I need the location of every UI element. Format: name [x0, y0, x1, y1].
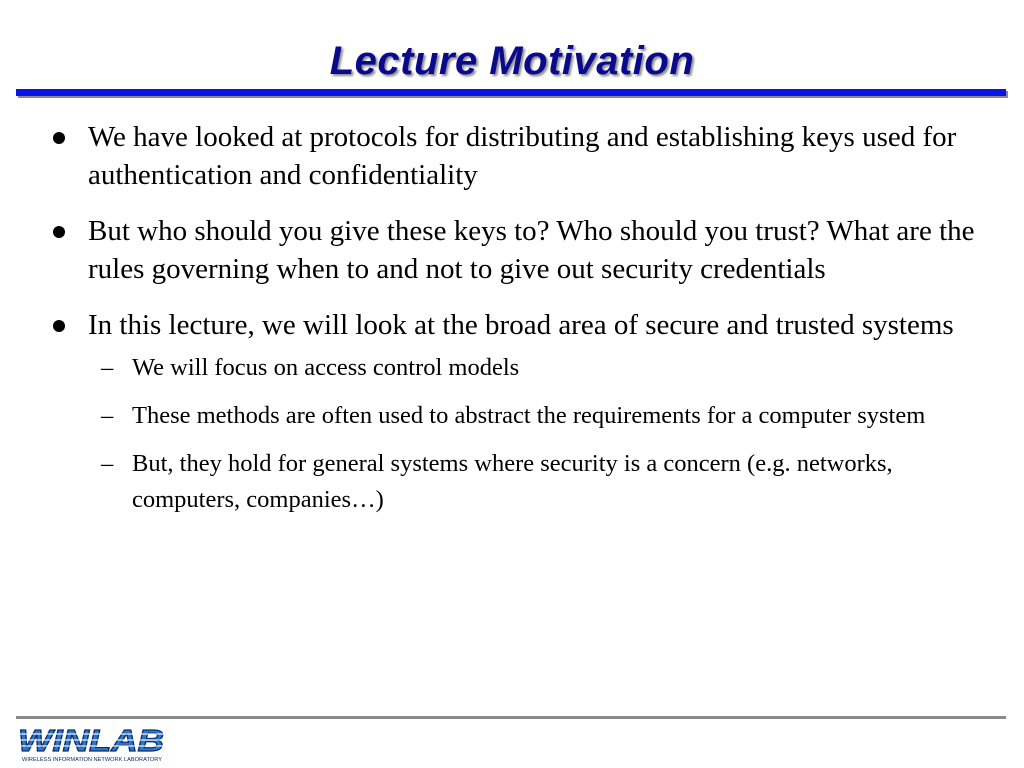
sub-bullet-item: [50, 350, 990, 386]
sub-bullet-text: We will focus on access control models: [132, 354, 520, 381]
sub-bullet-item: [50, 446, 990, 518]
title-divider: [16, 89, 1006, 96]
sub-bullet-item: [50, 398, 990, 434]
dash-icon: –: [101, 402, 114, 429]
logo-wordmark: WINLAB: [18, 723, 164, 758]
bullet-dot-icon: [53, 132, 65, 144]
bullet-dot-icon: [53, 320, 65, 332]
slide-title: Lecture Motivation: [329, 39, 695, 83]
dash-icon: –: [101, 354, 114, 381]
bullet-item: [50, 306, 990, 344]
dash-icon: –: [101, 450, 114, 477]
slide-content: [50, 118, 990, 530]
sub-bullet-text: These methods are often used to abstract the requirements for a computer system: [132, 402, 926, 429]
footer-divider: [16, 716, 1006, 719]
bullet-text: But who should you give these keys to? Who should you trust? What are the rules governing when to and not to give out security credentials: [88, 215, 975, 285]
winlab-logo-graphic: [16, 723, 168, 763]
bullet-text: In this lecture, we will look at the broad area of secure and trusted systems: [88, 309, 954, 341]
bullet-item: [50, 212, 990, 288]
bullet-item: [50, 118, 990, 194]
bullet-dot-icon: [53, 226, 65, 238]
sub-bullet-text: But, they hold for general systems where security is a concern (e.g. networks, computers, companies…): [132, 450, 893, 513]
winlab-logo: [16, 723, 168, 763]
bullet-text: We have looked at protocols for distributing and establishing keys used for authentication and confidentiality: [88, 121, 957, 191]
logo-tagline: WIRELESS INFORMATION NETWORK LABORATORY: [22, 757, 163, 763]
